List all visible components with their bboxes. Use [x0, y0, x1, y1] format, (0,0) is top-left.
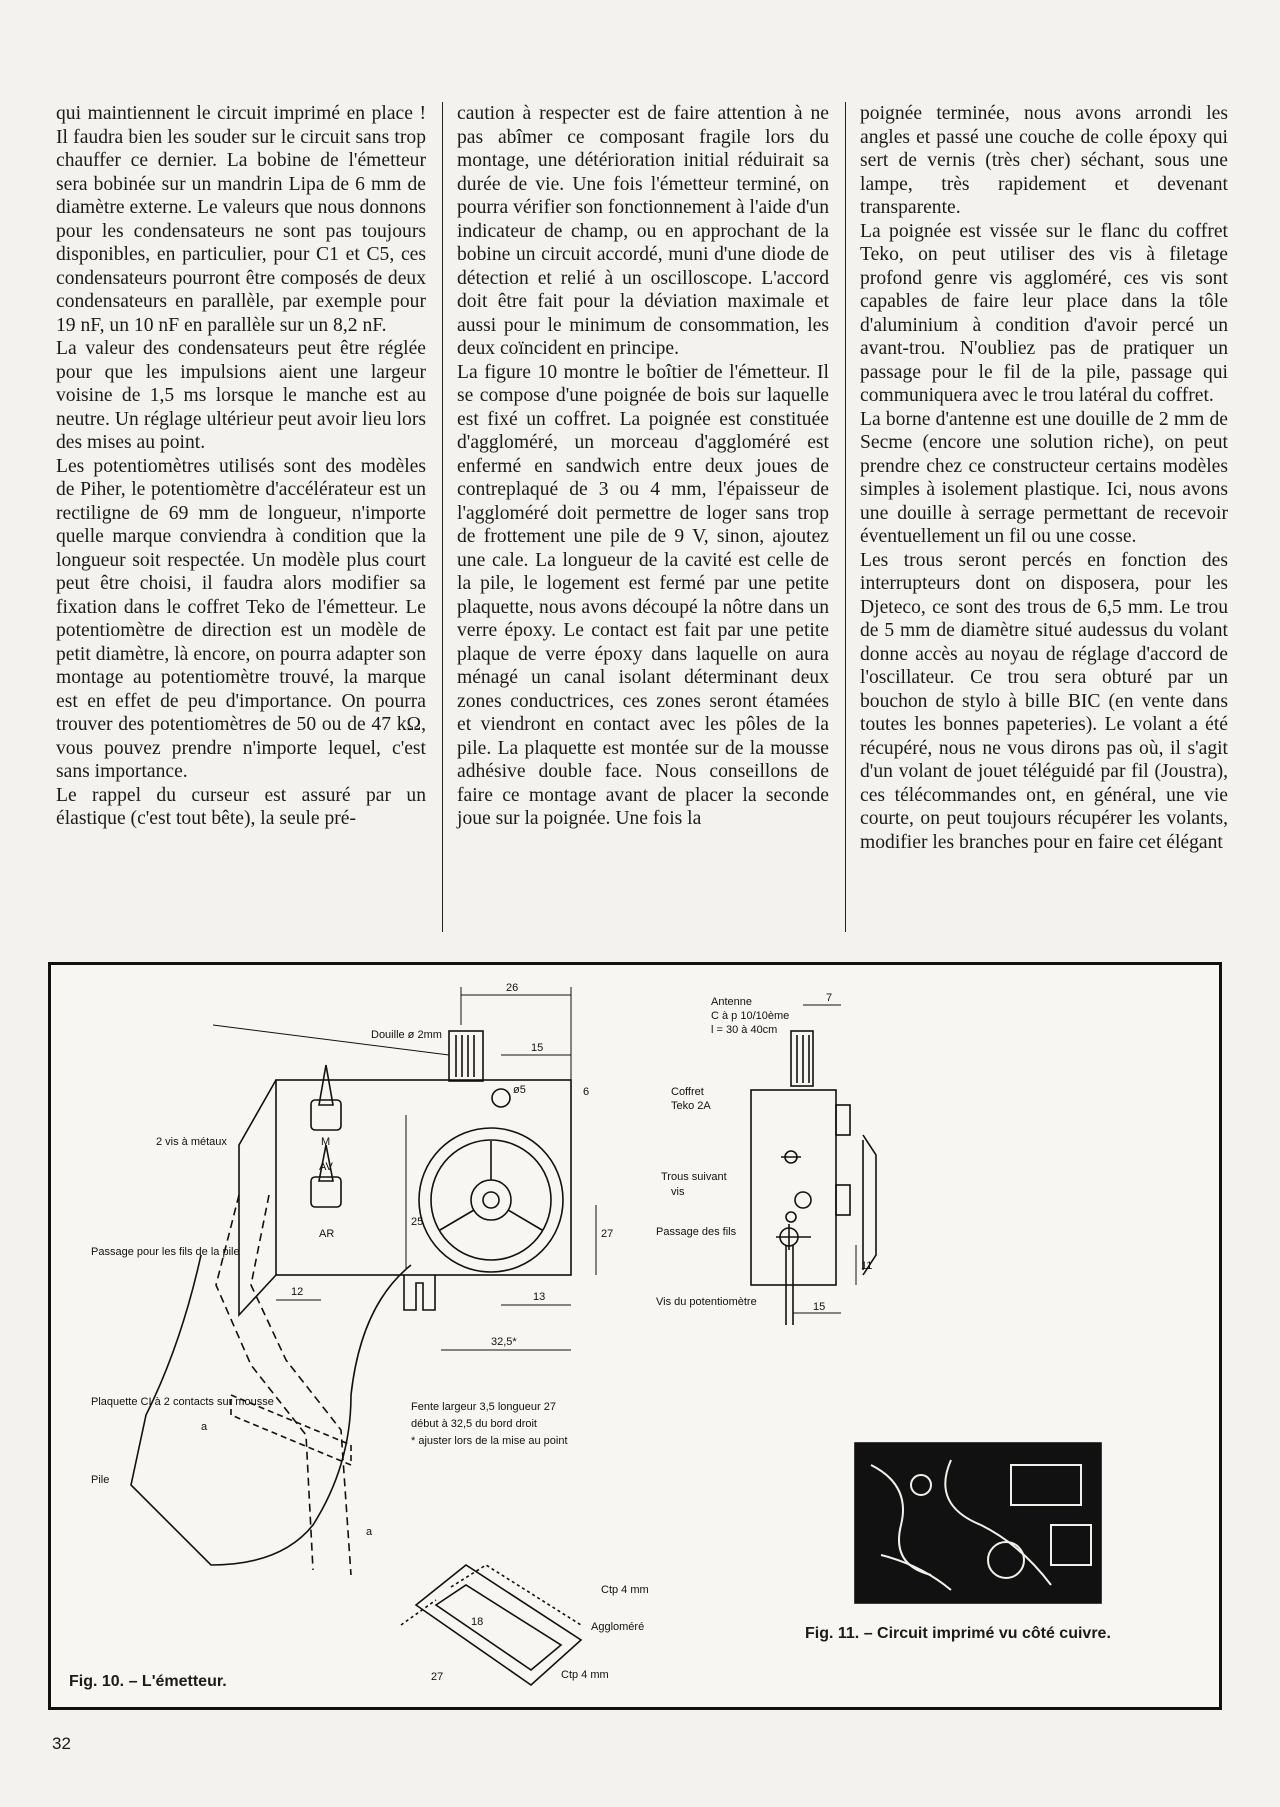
label-a: a — [201, 1421, 208, 1433]
column-rule — [845, 102, 846, 932]
paragraph: Les trous seront percés en fonction des interrupteurs dont on disposera, pour les Djeteco, ce sont des trous de 6,5 mm. Le trou de 5 mm de diamètre situé audessus du volant donne accès au noyau de réglage d'accord de l'oscillateur. Ce trou sera obturé par un bouchon de stylo à bille BIC (en vente dans toutes les bonnes papeteries). Le volant a été récupéré, nous ne vous dirons pas où, il s'agit d'un volant de jouet téléguidé par fil (Joustra), ces télécommandes ont, en général, une vie courte, on peut toujours récupérer les volants, modifier les branches pour en faire cet élégant — [860, 549, 1228, 853]
label-vis-pot: Vis du potentiomètre — [656, 1296, 757, 1308]
label-coffret-1: Coffret — [671, 1086, 704, 1098]
dim-325: 32,5* — [491, 1336, 517, 1348]
paragraph: La figure 10 montre le boîtier de l'émetteur. Il se compose d'une poignée de bois sur laquelle est fixé un coffret. La poignée est constituée d'aggloméré, un morceau d'aggloméré est enfermé en sandwich entre deux joues de contreplaqué de 3 ou 4 mm, l'épaisseur de l'aggloméré doit permettre de loger sans trop de frottement une pile de 9 V, sinon, ajoutez une cale. La longueur de la cavité est celle de la pile, le logement est fermé par une petite plaquette, nous avons découpé la nôtre dans un verre époxy. Le contact est fait par une petite plaque de verre époxy dans laquelle on aura ménagé un canal isolant déterminant deux zones conductrices, ces zones seront étamées et viendront en contact avec les pôles de la pile. La plaquette est montée sur de la mousse adhésive double face. Nous conseillons de faire ce montage avant de placer la seconde joue sur la poignée. Une fois la — [457, 361, 829, 829]
label-fente-2: début à 32,5 du bord droit — [411, 1418, 537, 1430]
dim-12: 12 — [291, 1286, 304, 1298]
label-trous-2: vis — [671, 1186, 685, 1198]
label-antenne-3: l = 30 à 40cm — [711, 1024, 778, 1036]
dim-27b: 27 — [431, 1671, 444, 1683]
label-ctp-bottom: Ctp 4 mm — [561, 1669, 609, 1681]
coffret-side — [239, 1080, 276, 1315]
label-plaquette: Plaquette CI à 2 contacts sur mousse — [91, 1396, 274, 1408]
dim-d5: ø5 — [513, 1084, 526, 1096]
dim-27: 27 — [601, 1228, 614, 1240]
paragraph: poignée terminée, nous avons arrondi les angles et passé une couche de colle époxy qui sert de vernis (très cher) séchant, sous une lampe, très rapidement et devenant transparente. — [860, 103, 1228, 218]
label-ctp-top: Ctp 4 mm — [601, 1584, 649, 1596]
handle-section — [416, 1565, 581, 1685]
dim-15: 15 — [531, 1042, 544, 1054]
label-vis-metaux: 2 vis à métaux — [156, 1136, 227, 1148]
label-trous-1: Trous suivant — [661, 1171, 727, 1183]
label-a: a — [366, 1526, 373, 1538]
dim-side-15: 15 — [813, 1301, 826, 1313]
dim-25: 25 — [411, 1216, 424, 1228]
text-column-2 — [457, 102, 829, 942]
label-antenne-2: C à p 10/10ème — [711, 1010, 790, 1022]
label-fente-1: Fente largeur 3,5 longueur 27 — [411, 1401, 556, 1413]
paragraph: La poignée est vissée sur le flanc du coffret Teko, on peut utiliser des vis à filetage profond genre vis aggloméré, ces vis sont capables de faire leur place dans la tôle d'aluminium à condition d'avoir percé un avant-trou. N'oubliez pas de pratiquer un passage pour le fil de la pile, passage qui communiquera avec le trou latéral du coffret. — [860, 220, 1228, 406]
label-passage-des-fils: Passage des fils — [656, 1226, 737, 1238]
paragraph: qui maintiennent le circuit imprimé en place ! Il faudra bien les souder sur le circuit sans trop chauffer ce dernier. La bobine de l'émetteur sera bobinée sur un mandrin Lipa de 6 mm de diamètre externe. Le valeurs que nous donnons pour les condensateurs ne sont pas toujours disponibles, en particulier, pour C1 et C5, ces condensateurs pourront être composés de deux condensateurs en parallèle, par exemple pour 19 nF, un 10 nF en parallèle sur un 8,2 nF. — [56, 103, 426, 336]
paragraph: Les potentiomètres utilisés sont des modèles de Piher, le potentiomètre d'accélérateur est un rectiligne de 69 mm de longueur, n'importe quelle marque conviendra à condition que la longueur soit respectée. Un modèle plus court peut être choisi, il faudra alors modifier sa fixation dans le coffret Teko de l'émetteur. Le potentiomètre de direction est un modèle de petit diamètre, là encore, on pourra adapter son montage au potentiomètre trouvé, la marque est en effet de peu d'importance. On pourra trouver des potentiomètres de 50 ou de 47 kΩ, vous pouvez prendre n'importe lequel, c'est sans importance. — [56, 455, 426, 782]
label-m: M — [321, 1136, 331, 1148]
label-coffret-2: Teko 2A — [671, 1100, 711, 1112]
figure-10-caption: Fig. 10. – L'émetteur. — [69, 1673, 227, 1690]
dim-11: 11 — [861, 1260, 873, 1272]
paragraph: Le rappel du curseur est assuré par un élastique (c'est tout bête), la seule pré- — [56, 784, 426, 829]
label-av: AV — [319, 1161, 333, 1173]
label-douille: Douille ø 2mm — [371, 1029, 442, 1041]
paragraph: caution à respecter est de faire attention à ne pas abîmer ce composant fragile lors du montage, une détérioration initial réduirait sa durée de vie. Une fois l'émetteur terminé, on pourra vérifier son fonctionnement à l'aide d'un indicateur de champ, ou en approchant de la bobine un circuit accordé, muni d'une diode de détection et relié à un oscilloscope. L'accord doit être fait pour la déviation maximale et aussi pour le minimum de consommation, les deux coïncident en principe. — [457, 103, 829, 359]
column-rule — [442, 102, 443, 932]
text-column-1 — [56, 102, 426, 942]
label-agglo: Aggloméré — [591, 1621, 645, 1633]
text-column-3 — [860, 102, 1228, 942]
label-passage-fils: Passage pour les fils de la pile — [91, 1246, 240, 1258]
antenna-socket — [449, 1031, 483, 1081]
paragraph: La borne d'antenne est une douille de 2 mm de Secme (encore une solution riche), on peut prendre chez ce constructeur certains modèles simples à isolement plastique. Ici, nous avons une douille à serrage permettant de recevoir éventuellement un fil ou une cosse. — [860, 408, 1228, 547]
figure-11-caption: Fig. 11. – Circuit imprimé vu côté cuivre. — [805, 1625, 1111, 1642]
label-antenne-1: Antenne — [711, 996, 752, 1008]
dim-6: 6 — [583, 1086, 590, 1098]
label-ar: AR — [319, 1228, 335, 1240]
dim-18: 18 — [471, 1616, 484, 1628]
trim-hole — [492, 1089, 510, 1107]
page-number: 32 — [52, 1734, 71, 1753]
paragraph: La valeur des condensateurs peut être réglée pour que les impulsions aient une largeur voisine de 1,5 ms lorsque le manche est au neutre. Un réglage ultérieur peut avoir lieu lors des mises au point. — [56, 338, 426, 453]
label-fente-3: * ajuster lors de la mise au point — [411, 1435, 568, 1447]
label-pile: Pile — [91, 1474, 110, 1486]
dim-13: 13 — [533, 1291, 546, 1303]
technical-drawing — [51, 965, 1219, 1707]
figure-box — [48, 962, 1222, 1710]
dim-26: 26 — [506, 982, 519, 994]
dim-7: 7 — [826, 992, 833, 1004]
